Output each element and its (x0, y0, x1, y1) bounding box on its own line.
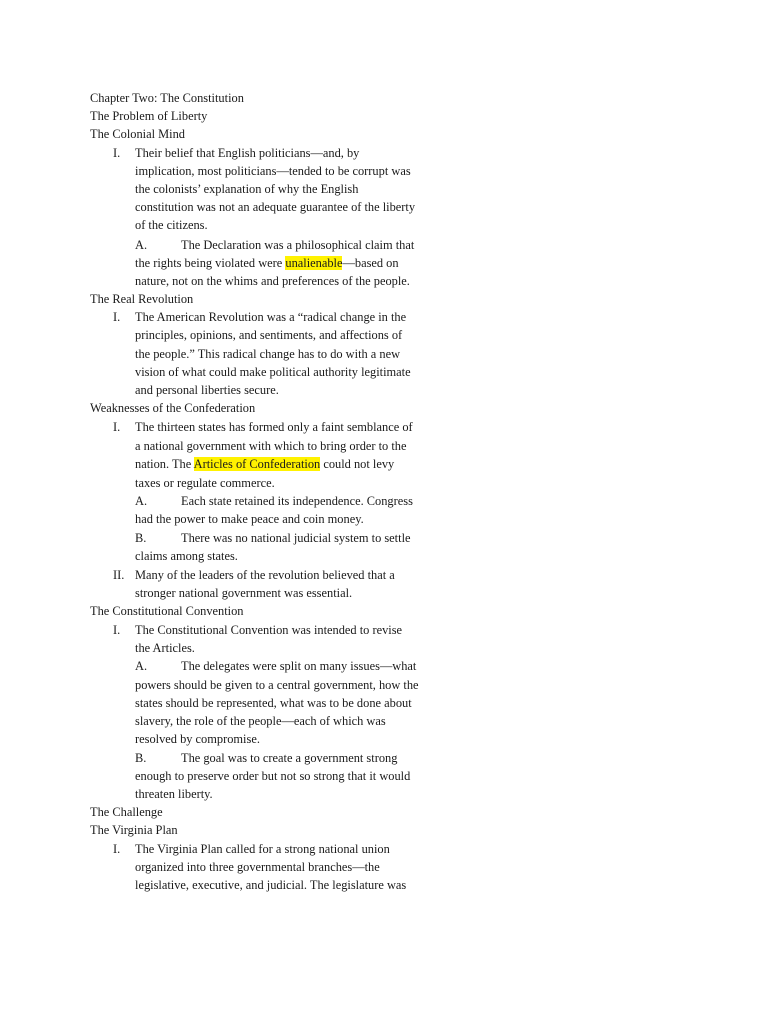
chapter-title: Chapter Two: The Constitution (90, 91, 244, 105)
paragraph-line: Each state retained its independence. Congress (181, 494, 413, 508)
paragraph-line (135, 254, 399, 272)
section-heading-colonial: The Colonial Mind (90, 127, 185, 141)
section-heading-challenge: The Challenge (90, 805, 163, 819)
sub-point-letter: B. (135, 751, 147, 765)
paragraph-line: resolved by compromise. (135, 732, 260, 746)
text-run: could not levy (320, 457, 395, 471)
sub-point-letter: A. (135, 494, 148, 508)
outline-numeral: I. (113, 842, 121, 856)
outline-numeral: I. (113, 420, 121, 434)
paragraph-line: Many of the leaders of the revolution believed that a (135, 568, 395, 582)
paragraph-line: organized into three governmental branches—the (135, 860, 380, 874)
paragraph-line: the people.” This radical change has to do with a new (135, 347, 401, 361)
paragraph-line: threaten liberty. (135, 787, 213, 801)
paragraph-line: There was no national judicial system to settle (181, 531, 411, 545)
paragraph-line: a national government with which to bring order to the (135, 439, 407, 453)
sub-point-letter: B. (135, 531, 147, 545)
paragraph-line: The Declaration was a philosophical claim that (181, 238, 415, 252)
paragraph-line: stronger national government was essential. (135, 586, 353, 600)
sub-point (135, 236, 414, 254)
paragraph-line: slavery, the role of the people—each of which was (135, 714, 386, 728)
paragraph-line: enough to preserve order but not so strong that it would (135, 769, 411, 783)
paragraph-line: nature, not on the whims and preferences of the people. (135, 274, 410, 288)
sub-point-letter: A. (135, 238, 148, 252)
paragraph-line: The thirteen states has formed only a faint semblance of (135, 420, 413, 434)
paragraph-line: Their belief that English politicians—and, by (135, 146, 360, 160)
section-heading-real-revolution: The Real Revolution (90, 292, 194, 306)
paragraph-line: The delegates were split on many issues—what (181, 659, 417, 673)
paragraph-line: legislative, executive, and judicial. The legislature was (135, 878, 407, 892)
paragraph-line: and personal liberties secure. (135, 383, 279, 397)
outline-numeral: I. (113, 623, 121, 637)
paragraph-line: The goal was to create a government strong (181, 751, 398, 765)
paragraph-line: The Constitutional Convention was intended to revise (135, 623, 403, 637)
paragraph-line: The Virginia Plan called for a strong national union (135, 842, 390, 856)
paragraph-line: vision of what could make political authority legitimate (135, 365, 411, 379)
sub-point (135, 657, 416, 675)
text-run: —based on (342, 256, 399, 270)
paragraph-line: the Articles. (135, 641, 195, 655)
text-run: the rights being violated were (135, 256, 286, 270)
section-heading-convention: The Constitutional Convention (90, 604, 244, 618)
section-heading-virginia: The Virginia Plan (90, 823, 178, 837)
paragraph-line: the colonists’ explanation of why the English (135, 182, 359, 196)
sub-point (135, 529, 411, 547)
paragraph-line: claims among states. (135, 549, 238, 563)
outline-numeral: II. (113, 568, 125, 582)
paragraph-line: states should be represented, what was to be done about (135, 696, 412, 710)
highlighted-term: Articles of Confederation (193, 457, 321, 471)
paragraph-line: had the power to make peace and coin money. (135, 512, 364, 526)
paragraph-line (135, 455, 394, 473)
paragraph-line: principles, opinions, and sentiments, and affections of (135, 328, 403, 342)
sub-point (135, 492, 413, 510)
sub-point (135, 749, 397, 767)
paragraph-line: powers should be given to a central government, how the (135, 678, 419, 692)
outline-numeral: I. (113, 146, 121, 160)
text-run: nation. The (135, 457, 194, 471)
paragraph-line: taxes or regulate commerce. (135, 476, 275, 490)
outline-numeral: I. (113, 310, 121, 324)
paragraph-line: constitution was not an adequate guarantee of the liberty (135, 200, 416, 214)
paragraph-line: implication, most politicians—tended to be corrupt was (135, 164, 411, 178)
sub-point-letter: A. (135, 659, 148, 673)
paragraph-line: The American Revolution was a “radical change in the (135, 310, 407, 324)
paragraph-line: of the citizens. (135, 218, 208, 232)
section-heading-problem: The Problem of Liberty (90, 109, 208, 123)
highlighted-term: unalienable (285, 256, 343, 270)
section-heading-weaknesses: Weaknesses of the Confederation (90, 401, 256, 415)
